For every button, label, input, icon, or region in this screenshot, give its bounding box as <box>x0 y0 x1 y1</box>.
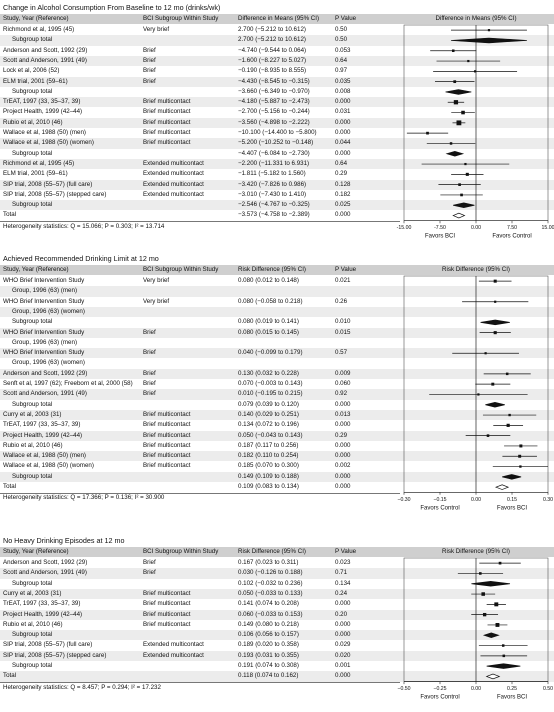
study-label: Project Health, 1999 (42–44) <box>3 108 83 116</box>
x-tick-label: 0.30 <box>542 496 554 503</box>
subgroup-diamond <box>446 90 472 95</box>
subgroup-label: Brief <box>143 56 156 64</box>
x-tick-label: −0.25 <box>433 686 447 693</box>
subgroup-label: Extended multicontact <box>143 159 204 167</box>
point-estimate-marker <box>503 655 506 658</box>
p-value: 0.060 <box>335 380 351 387</box>
subgroup-label: Brief <box>143 369 156 377</box>
column-header: Study, Year (Reference) <box>3 548 69 555</box>
p-value: 0.64 <box>335 56 348 64</box>
study-label: Scott and Anderson, 1991 (49) <box>3 569 87 577</box>
p-value: 0.013 <box>335 410 351 418</box>
p-value: 0.000 <box>335 98 351 106</box>
subgroup-diamond <box>485 402 504 407</box>
ci-value: −4.430 (−8.545 to −0.315) <box>238 77 310 85</box>
p-value: 0.000 <box>335 421 351 429</box>
study-label: Subgroup total <box>12 472 53 480</box>
point-estimate-marker <box>496 623 500 627</box>
p-value: 0.64 <box>335 159 348 167</box>
study-label: Group, 1996 (63) (men) <box>12 338 77 346</box>
chart-title: No Heavy Drinking Episodes at 12 mo <box>3 536 125 545</box>
column-header: Risk Difference (95% CI) <box>442 266 510 273</box>
total-diamond <box>487 674 500 679</box>
favors-left-label: Favors Control <box>420 694 460 701</box>
ci-value: −3.573 (−4.758 to −2.389) <box>238 211 310 219</box>
x-tick-label: 0.00 <box>470 496 482 503</box>
p-value: 0.29 <box>335 170 348 178</box>
subgroup-label: Very brief <box>143 277 170 284</box>
point-estimate-marker <box>467 60 469 62</box>
study-label: Subgroup total <box>12 631 53 639</box>
subgroup-label: Brief <box>143 559 156 566</box>
x-tick-label: 7.50 <box>506 225 518 232</box>
study-label: Wallace et al, 1988 (50) (men) <box>3 129 86 136</box>
study-label: SIP trial, 2008 (55–57) (full care) <box>3 180 93 188</box>
column-header: Study, Year (Reference) <box>3 266 69 273</box>
subgroup-label: Brief multicontact <box>143 620 191 628</box>
point-estimate-marker <box>474 70 476 72</box>
point-estimate-marker <box>457 120 462 125</box>
p-value: 0.000 <box>335 472 351 480</box>
study-label: Subgroup total <box>12 318 53 326</box>
forest-panel-drinking-limit <box>0 254 554 520</box>
total-diamond <box>496 485 508 490</box>
ci-value: −10.100 (−14.400 to −5.800) <box>238 129 317 136</box>
ci-value: 2.700 (−5.212 to 10.612) <box>238 26 306 33</box>
point-estimate-marker <box>494 280 497 283</box>
heterogeneity-statistics: Heterogeneity statistics: Q = 17.366; P = 0.136; I² = 30.900 <box>3 494 165 502</box>
x-tick-label: -15.00 <box>396 225 412 232</box>
x-tick-label: 0.25 <box>506 686 518 693</box>
x-tick-label: 0.00 <box>470 686 482 693</box>
subgroup-label: Extended multicontact <box>143 180 204 188</box>
study-label: Subgroup total <box>12 662 53 669</box>
study-label: Senft et al, 1997 (62); Freeborn et al, 2000 (58) <box>3 380 133 387</box>
point-estimate-marker <box>491 383 494 386</box>
study-label: WHO Brief Intervention Study <box>3 297 85 305</box>
subgroup-label: Brief multicontact <box>143 139 191 147</box>
study-label: Project Health, 1999 (42–44) <box>3 610 83 618</box>
study-label: Rubio et al, 2010 (46) <box>3 620 63 628</box>
subgroup-label: Brief <box>143 328 156 336</box>
column-header: Difference in Means (95% CI) <box>435 15 517 22</box>
p-value: 0.97 <box>335 67 348 75</box>
subgroup-label: Brief <box>143 380 156 387</box>
study-label: WHO Brief Intervention Study <box>3 328 85 336</box>
subgroup-diamond <box>447 151 463 156</box>
ci-value: 0.187 (0.117 to 0.256) <box>238 441 299 449</box>
column-header: Study, Year (Reference) <box>3 15 69 22</box>
ci-value: 0.109 (0.083 to 0.134) <box>238 483 299 490</box>
study-label: Curry et al, 2003 (31) <box>3 589 62 597</box>
p-value: 0.000 <box>335 400 351 408</box>
ci-value: 0.141 (0.074 to 0.208) <box>238 600 299 608</box>
subgroup-diamond <box>453 203 474 208</box>
subgroup-label: Brief <box>143 569 156 577</box>
x-tick-label: −0.30 <box>397 496 411 503</box>
p-value: 0.000 <box>335 452 351 460</box>
p-value: 0.000 <box>335 620 351 628</box>
p-value: 0.182 <box>335 190 351 198</box>
subgroup-label: Extended multicontact <box>143 641 204 649</box>
ci-value: 0.106 (0.056 to 0.157) <box>238 631 299 639</box>
subgroup-label: Brief multicontact <box>143 129 191 136</box>
study-label: Subgroup total <box>12 201 53 209</box>
p-value: 0.031 <box>335 108 351 116</box>
p-value: 0.000 <box>335 441 351 449</box>
heterogeneity-statistics: Heterogeneity statistics: Q = 15.066; P = 0.303; I² = 13.714 <box>3 222 165 230</box>
p-value: 0.000 <box>335 129 351 136</box>
point-estimate-marker <box>460 194 463 197</box>
ci-value: 0.060 (−0.033 to 0.153) <box>238 610 303 618</box>
ci-value: 0.102 (−0.032 to 0.236) <box>238 579 303 587</box>
study-label: Curry et al, 2003 (31) <box>3 410 62 418</box>
point-estimate-marker <box>487 434 490 437</box>
ci-value: 0.050 (−0.033 to 0.133) <box>238 589 303 597</box>
ci-value: 0.118 (0.074 to 0.162) <box>238 672 299 680</box>
column-header: P Value <box>335 548 357 555</box>
ci-value: −1.811 (−5.182 to 1.560) <box>238 170 306 178</box>
study-label: Total <box>3 672 17 680</box>
ci-value: 0.193 (0.031 to 0.355) <box>238 651 299 659</box>
x-tick-label: -7.50 <box>434 225 446 232</box>
subgroup-label: Brief <box>143 390 156 398</box>
column-header: Risk Difference (95% CI) <box>442 548 510 555</box>
study-label: Group, 1996 (63) (women) <box>12 307 85 315</box>
ci-value: −4.180 (−5.887 to −2.473) <box>238 98 310 106</box>
ci-value: −3.420 (−7.826 to 0.986) <box>238 180 307 188</box>
p-value: 0.000 <box>335 631 351 639</box>
column-header: BCI Subgroup Within Study <box>143 15 219 22</box>
ci-value: −2.546 (−4.767 to −0.325) <box>238 201 310 209</box>
point-estimate-marker <box>452 49 455 52</box>
ci-value: 0.191 (0.074 to 0.308) <box>238 662 299 669</box>
subgroup-label: Brief <box>143 67 156 75</box>
ci-value: 0.130 (0.032 to 0.228) <box>238 369 299 377</box>
subgroup-label: Brief multicontact <box>143 431 191 439</box>
p-value: 0.053 <box>335 46 351 54</box>
ci-value: 0.079 (0.039 to 0.120) <box>238 400 299 408</box>
p-value: 0.025 <box>335 201 351 209</box>
p-value: 0.134 <box>335 579 351 587</box>
subgroup-label: Extended multicontact <box>143 170 204 178</box>
p-value: 0.010 <box>335 318 351 326</box>
subgroup-label: Brief multicontact <box>143 108 191 116</box>
p-value: 0.000 <box>335 149 351 157</box>
study-label: Wallace et al, 1988 (50) (women) <box>3 139 94 147</box>
p-value: 0.24 <box>335 589 348 597</box>
study-label: Anderson and Scott, 1992 (29) <box>3 559 88 566</box>
p-value: 0.000 <box>335 672 351 680</box>
point-estimate-marker <box>499 562 502 565</box>
study-label: ELM trial, 2001 (59–61) <box>3 77 68 85</box>
point-estimate-marker <box>494 331 497 334</box>
study-label: Subgroup total <box>12 579 53 587</box>
study-label: Subgroup total <box>12 400 53 408</box>
study-label: Project Health, 1999 (42–44) <box>3 431 83 439</box>
subgroup-label: Brief multicontact <box>143 441 191 449</box>
study-label: Scott and Anderson, 1991 (49) <box>3 56 87 64</box>
favors-left-label: Favors Control <box>420 505 460 512</box>
study-label: ELM trial, 2001 (59–61) <box>3 170 68 178</box>
study-label: Subgroup total <box>12 36 53 44</box>
forest-panel-consumption <box>0 3 554 243</box>
ci-value: −2.200 (−11.331 to 6.931) <box>238 159 310 167</box>
p-value: 0.009 <box>335 369 351 377</box>
subgroup-label: Brief multicontact <box>143 589 191 597</box>
subgroup-diamond <box>502 474 521 479</box>
study-label: Wallace et al, 1988 (50) (women) <box>3 462 94 470</box>
subgroup-label: Brief multicontact <box>143 410 191 418</box>
column-header: BCI Subgroup Within Study <box>143 548 219 555</box>
ci-value: 0.149 (0.109 to 0.188) <box>238 472 299 480</box>
subgroup-diamond <box>487 664 521 669</box>
point-estimate-marker <box>507 424 510 427</box>
point-estimate-marker <box>426 132 429 135</box>
point-estimate-marker <box>464 163 466 165</box>
x-tick-label: 0.00 <box>470 225 482 232</box>
column-header: Difference in Means (95% CI) <box>238 15 320 22</box>
study-label: Anderson and Scott, 1992 (29) <box>3 369 88 377</box>
p-value: 0.000 <box>335 600 351 608</box>
forest-plot <box>0 254 554 522</box>
study-label: Scott and Anderson, 1991 (49) <box>3 390 87 398</box>
point-estimate-marker <box>502 644 504 646</box>
ci-value: 0.040 (−0.099 to 0.179) <box>238 349 303 357</box>
point-estimate-marker <box>519 465 521 467</box>
ci-value: 0.182 (0.110 to 0.254) <box>238 452 299 460</box>
p-value: 0.023 <box>335 559 351 566</box>
study-label: Subgroup total <box>12 149 53 157</box>
p-value: 0.71 <box>335 569 348 577</box>
p-value: 0.20 <box>335 610 348 618</box>
column-header: Risk Difference (95% CI) <box>238 266 306 273</box>
study-label: Wallace et al, 1988 (50) (men) <box>3 452 86 460</box>
p-value: 0.50 <box>335 26 348 33</box>
x-tick-label: 0.15 <box>506 496 518 503</box>
point-estimate-marker <box>483 613 486 616</box>
ci-value: 0.167 (0.023 to 0.311) <box>238 559 299 566</box>
ci-value: 0.080 (0.019 to 0.141) <box>238 318 299 326</box>
point-estimate-marker <box>481 592 485 596</box>
ci-value: 0.149 (0.080 to 0.218) <box>238 620 299 628</box>
study-label: Group, 1996 (63) (women) <box>12 359 85 367</box>
study-label: SIP trial, 2008 (55–57) (full care) <box>3 641 93 649</box>
point-estimate-marker <box>477 393 479 395</box>
study-label: Total <box>3 483 17 490</box>
ci-value: 0.070 (−0.003 to 0.143) <box>238 380 303 387</box>
subgroup-label: Brief multicontact <box>143 421 191 429</box>
study-label: TrEAT, 1997 (33, 35–37, 39) <box>3 600 81 608</box>
favors-right-label: Favors BCI <box>496 505 528 512</box>
subgroup-label: Brief multicontact <box>143 118 191 126</box>
study-label: WHO Brief Intervention Study <box>3 349 85 357</box>
subgroup-diamond <box>451 38 527 43</box>
point-estimate-marker <box>454 100 458 104</box>
ci-value: 0.030 (−0.126 to 0.188) <box>238 569 303 577</box>
study-label: TrEAT, 1997 (33, 35–37, 39) <box>3 421 81 429</box>
point-estimate-marker <box>518 455 521 458</box>
p-value: 0.000 <box>335 211 351 219</box>
total-diamond <box>453 213 464 218</box>
x-tick-label: −0.50 <box>397 686 411 693</box>
study-label: Anderson and Scott, 1992 (29) <box>3 46 88 54</box>
forest-panel-heavy-drinking <box>0 536 554 701</box>
study-label: Lock et al, 2006 (52) <box>3 67 60 75</box>
subgroup-label: Brief <box>143 77 156 85</box>
ci-value: −4.407 (−6.084 to −2.730) <box>238 149 310 157</box>
subgroup-label: Brief <box>143 349 156 357</box>
study-label: Richmond et al, 1995 (45) <box>3 26 75 33</box>
subgroup-label: Brief <box>143 46 156 54</box>
p-value: 0.021 <box>335 277 351 284</box>
point-estimate-marker <box>519 444 522 447</box>
p-value: 0.000 <box>335 118 351 126</box>
point-estimate-marker <box>494 301 496 303</box>
ci-value: −1.600 (−8.227 to 5.027) <box>238 56 307 64</box>
ci-value: −4.740 (−9.544 to 0.064) <box>238 46 307 54</box>
ci-value: 0.080 (0.012 to 0.148) <box>238 277 299 284</box>
p-value: 0.128 <box>335 180 351 188</box>
study-label: TrEAT, 1997 (33, 35–37, 39) <box>3 98 81 106</box>
ci-value: −0.190 (−8.935 to 8.555) <box>238 67 307 75</box>
point-estimate-marker <box>494 602 498 606</box>
point-estimate-marker <box>466 173 469 176</box>
subgroup-label: Brief multicontact <box>143 600 191 608</box>
ci-value: −3.560 (−4.898 to −2.222) <box>238 118 310 126</box>
subgroup-label: Extended multicontact <box>143 190 204 198</box>
favors-right-label: Favors BCI <box>496 694 528 701</box>
study-label: SIP trial, 2008 (55–57) (stepped care) <box>3 190 107 198</box>
ci-value: 0.080 (0.015 to 0.145) <box>238 328 299 336</box>
chart-title: Achieved Recommended Drinking Limit at 12 mo <box>3 254 159 263</box>
study-label: Richmond et al, 1995 (45) <box>3 159 75 167</box>
p-value: 0.001 <box>335 662 351 669</box>
ci-value: 0.140 (0.029 to 0.251) <box>238 410 299 418</box>
heterogeneity-statistics: Heterogeneity statistics: Q = 8.457; P = 0.294; I² = 17.232 <box>3 683 161 691</box>
p-value: 0.26 <box>335 297 348 305</box>
subgroup-label: Brief multicontact <box>143 610 191 618</box>
point-estimate-marker <box>508 414 510 416</box>
subgroup-label: Brief multicontact <box>143 98 191 106</box>
point-estimate-marker <box>453 80 456 83</box>
column-header: P Value <box>335 15 357 22</box>
p-value: 0.29 <box>335 431 348 439</box>
study-label: Rubio et al, 2010 (46) <box>3 441 63 449</box>
point-estimate-marker <box>479 572 482 575</box>
point-estimate-marker <box>485 352 487 354</box>
p-value: 0.008 <box>335 87 351 95</box>
subgroup-diamond <box>484 633 499 638</box>
p-value: 0.044 <box>335 139 351 147</box>
x-tick-label: 15.00 <box>541 225 554 232</box>
ci-value: −3.010 (−7.430 to 1.410) <box>238 190 307 198</box>
ci-value: 0.134 (0.072 to 0.196) <box>238 421 299 429</box>
x-tick-label: 0.50 <box>542 686 554 693</box>
subgroup-diamond <box>481 320 510 325</box>
column-header: Risk Difference (95% CI) <box>238 548 306 555</box>
ci-value: 0.010 (−0.195 to 0.215) <box>238 390 303 398</box>
x-tick-label: −0.15 <box>433 496 447 503</box>
study-label: Total <box>3 211 17 219</box>
study-label: Group, 1996 (63) (men) <box>12 287 77 295</box>
chart-title: Change in Alcohol Consumption From Baseline to 12 mo (drinks/wk) <box>3 3 221 12</box>
study-label: Rubio et al, 2010 (46) <box>3 118 63 126</box>
subgroup-label: Extended multicontact <box>143 651 204 659</box>
p-value: 0.000 <box>335 483 351 490</box>
favors-left-label: Favors BCI <box>424 233 456 240</box>
p-value: 0.015 <box>335 328 351 336</box>
column-header: P Value <box>335 266 357 273</box>
subgroup-label: Very brief <box>143 26 170 33</box>
ci-value: −2.700 (−5.156 to −0.244) <box>238 108 310 116</box>
point-estimate-marker <box>461 111 465 115</box>
ci-value: −3.660 (−6.349 to −0.970) <box>238 87 310 95</box>
point-estimate-marker <box>506 373 509 376</box>
subgroup-label: Brief multicontact <box>143 452 191 460</box>
p-value: 0.020 <box>335 651 351 659</box>
ci-value: 0.080 (−0.058 to 0.218) <box>238 297 303 305</box>
subgroup-diamond <box>471 581 510 586</box>
subgroup-label: Brief multicontact <box>143 462 191 470</box>
study-label: WHO Brief Intervention Study <box>3 277 85 284</box>
p-value: 0.50 <box>335 36 348 44</box>
column-header: BCI Subgroup Within Study <box>143 266 219 273</box>
favors-right-label: Favors Control <box>492 233 532 240</box>
forest-plot <box>0 3 554 251</box>
point-estimate-marker <box>450 142 452 144</box>
p-value: 0.57 <box>335 349 348 357</box>
point-estimate-marker <box>458 183 461 186</box>
p-value: 0.002 <box>335 462 351 470</box>
ci-value: 2.700 (−5.212 to 10.612) <box>238 36 306 44</box>
p-value: 0.029 <box>335 641 351 649</box>
subgroup-label: Very brief <box>143 297 170 305</box>
ci-value: −5.200 (−10.252 to −0.148) <box>238 139 314 147</box>
p-value: 0.92 <box>335 390 348 398</box>
study-label: SIP trial, 2008 (55–57) (stepped care) <box>3 651 107 659</box>
study-label: Subgroup total <box>12 87 53 95</box>
ci-value: 0.050 (−0.043 to 0.143) <box>238 431 303 439</box>
point-estimate-marker <box>488 29 490 31</box>
ci-value: 0.185 (0.070 to 0.300) <box>238 462 299 470</box>
p-value: 0.035 <box>335 77 351 85</box>
ci-value: 0.189 (0.020 to 0.358) <box>238 641 299 649</box>
